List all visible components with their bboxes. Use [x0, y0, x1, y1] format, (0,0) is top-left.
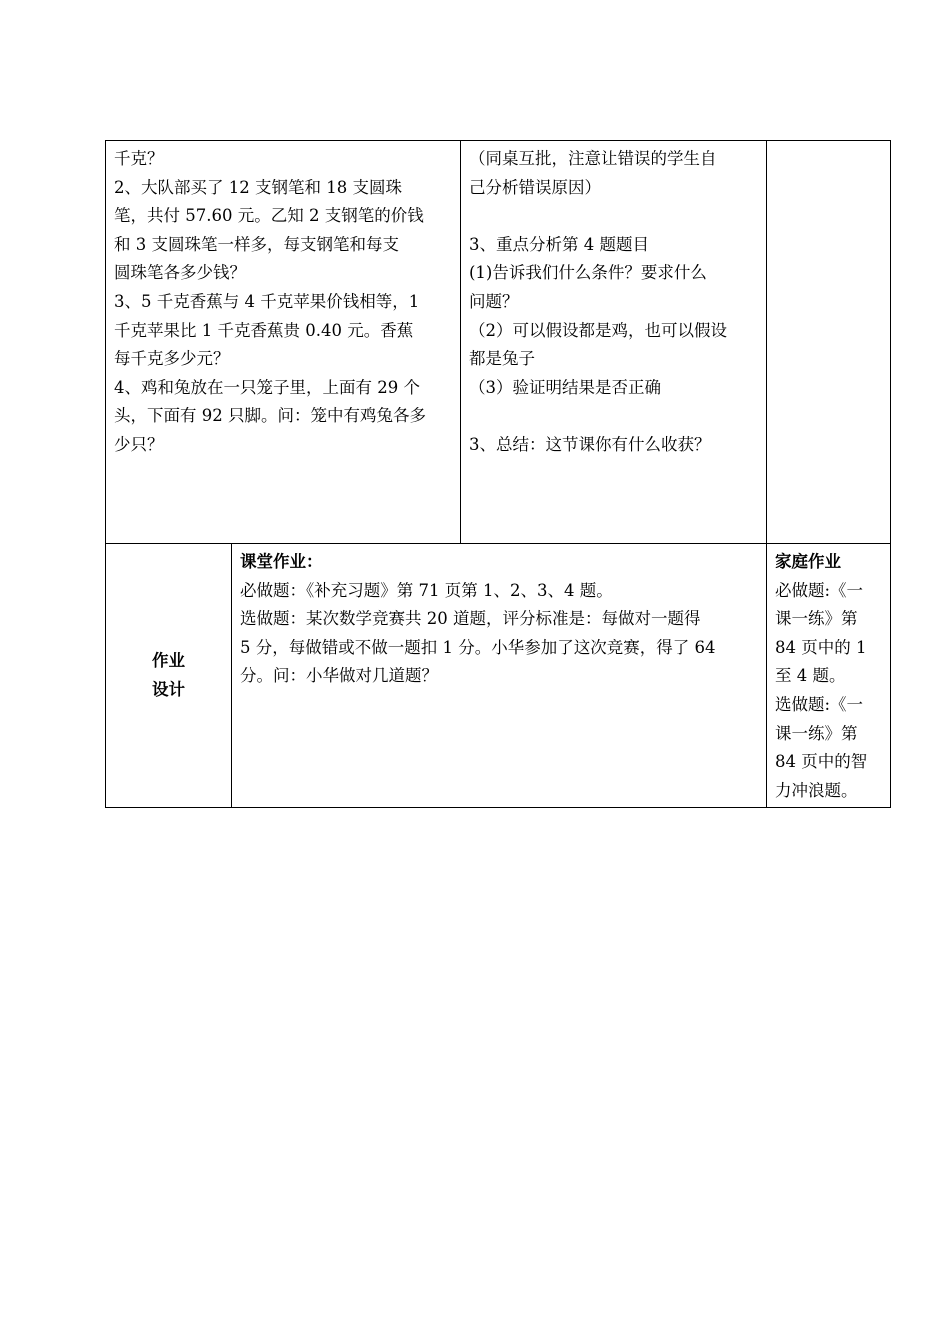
- practice-row: [106, 141, 891, 544]
- home-homework-line: 至 4 题。: [775, 666, 846, 686]
- blank-line: [469, 202, 758, 231]
- blank-line: [469, 402, 758, 431]
- home-homework-title: 家庭作业: [775, 552, 841, 571]
- exercise-line: 圆珠笔各多少钱？: [114, 263, 246, 283]
- home-homework-line: 课一练》第: [775, 609, 858, 629]
- label-line: 作业: [152, 651, 185, 671]
- exercise-line: 4、鸡和兔放在一只笼子里，上面有 29 个: [114, 377, 420, 397]
- notes-cell-empty: [767, 141, 891, 544]
- exercise-line: 笔，共付 57.60 元。乙知 2 支钢笔的价钱: [114, 206, 424, 226]
- classwork-cell: [232, 544, 767, 808]
- home-homework-line: 选做题:《一: [775, 694, 864, 714]
- home-homework-line: 84 页中的智: [775, 752, 868, 772]
- home-homework-line: 力冲浪题。: [775, 780, 858, 800]
- exercise-line: 头，下面有 92 只脚。问：笼中有鸡兔各多: [114, 406, 426, 426]
- exercise-line: 每千克多少元？: [114, 349, 230, 369]
- exercise-line: 3、5 千克香蕉与 4 千克苹果价钱相等，1: [114, 291, 420, 311]
- lesson-plan-table: [105, 140, 891, 808]
- homework-design-label: [106, 544, 232, 808]
- exercise-line: 千克？: [114, 149, 164, 168]
- classwork-title: 课堂作业：: [240, 552, 323, 571]
- exercise-line: 千克苹果比 1 千克香蕉贵 0.40 元。香蕉: [114, 320, 414, 340]
- home-homework-cell: [767, 544, 891, 808]
- label-line: 设计: [152, 679, 185, 699]
- home-homework-line: 课一练》第: [775, 723, 858, 743]
- classwork-line: 5 分，每做错或不做一题扣 1 分。小华参加了这次竞赛，得了 64: [240, 637, 716, 657]
- activity-line: (1)告诉我们什么条件？要求什么: [469, 263, 707, 283]
- home-homework-line: 必做题:《一: [775, 580, 864, 600]
- activity-line: 3、重点分析第 4 题题目: [469, 234, 649, 254]
- activity-line: （3）验证明结果是否正确: [469, 377, 661, 397]
- home-homework-line: 84 页中的 1: [775, 637, 867, 657]
- activity-line: （2）可以假设都是鸡，也可以假设: [469, 320, 727, 340]
- classwork-line: 必做题：《补充习题》第 71 页第 1、2、3、4 题。: [240, 580, 613, 600]
- teaching-activity-cell: [461, 141, 767, 544]
- exercise-line: 少只？: [114, 434, 164, 454]
- activity-line: 3、总结：这节课你有什么收获？: [469, 434, 711, 454]
- exercise-line: 和 3 支圆珠笔一样多，每支钢笔和每支: [114, 234, 399, 254]
- exercise-content-cell: [106, 141, 461, 544]
- activity-line: 己分析错误原因）: [469, 177, 601, 197]
- activity-line: （同桌互批，注意让错误的学生自: [469, 149, 717, 168]
- exercise-line: 2、大队部买了 12 支钢笔和 18 支圆珠: [114, 177, 402, 197]
- activity-line: 问题？: [469, 291, 519, 311]
- classwork-line: 选做题：某次数学竞赛共 20 道题，评分标准是：每做对一题得: [240, 609, 701, 629]
- homework-row: [106, 544, 891, 808]
- classwork-line: 分。问：小华做对几道题？: [240, 666, 438, 686]
- activity-line: 都是兔子: [469, 349, 535, 369]
